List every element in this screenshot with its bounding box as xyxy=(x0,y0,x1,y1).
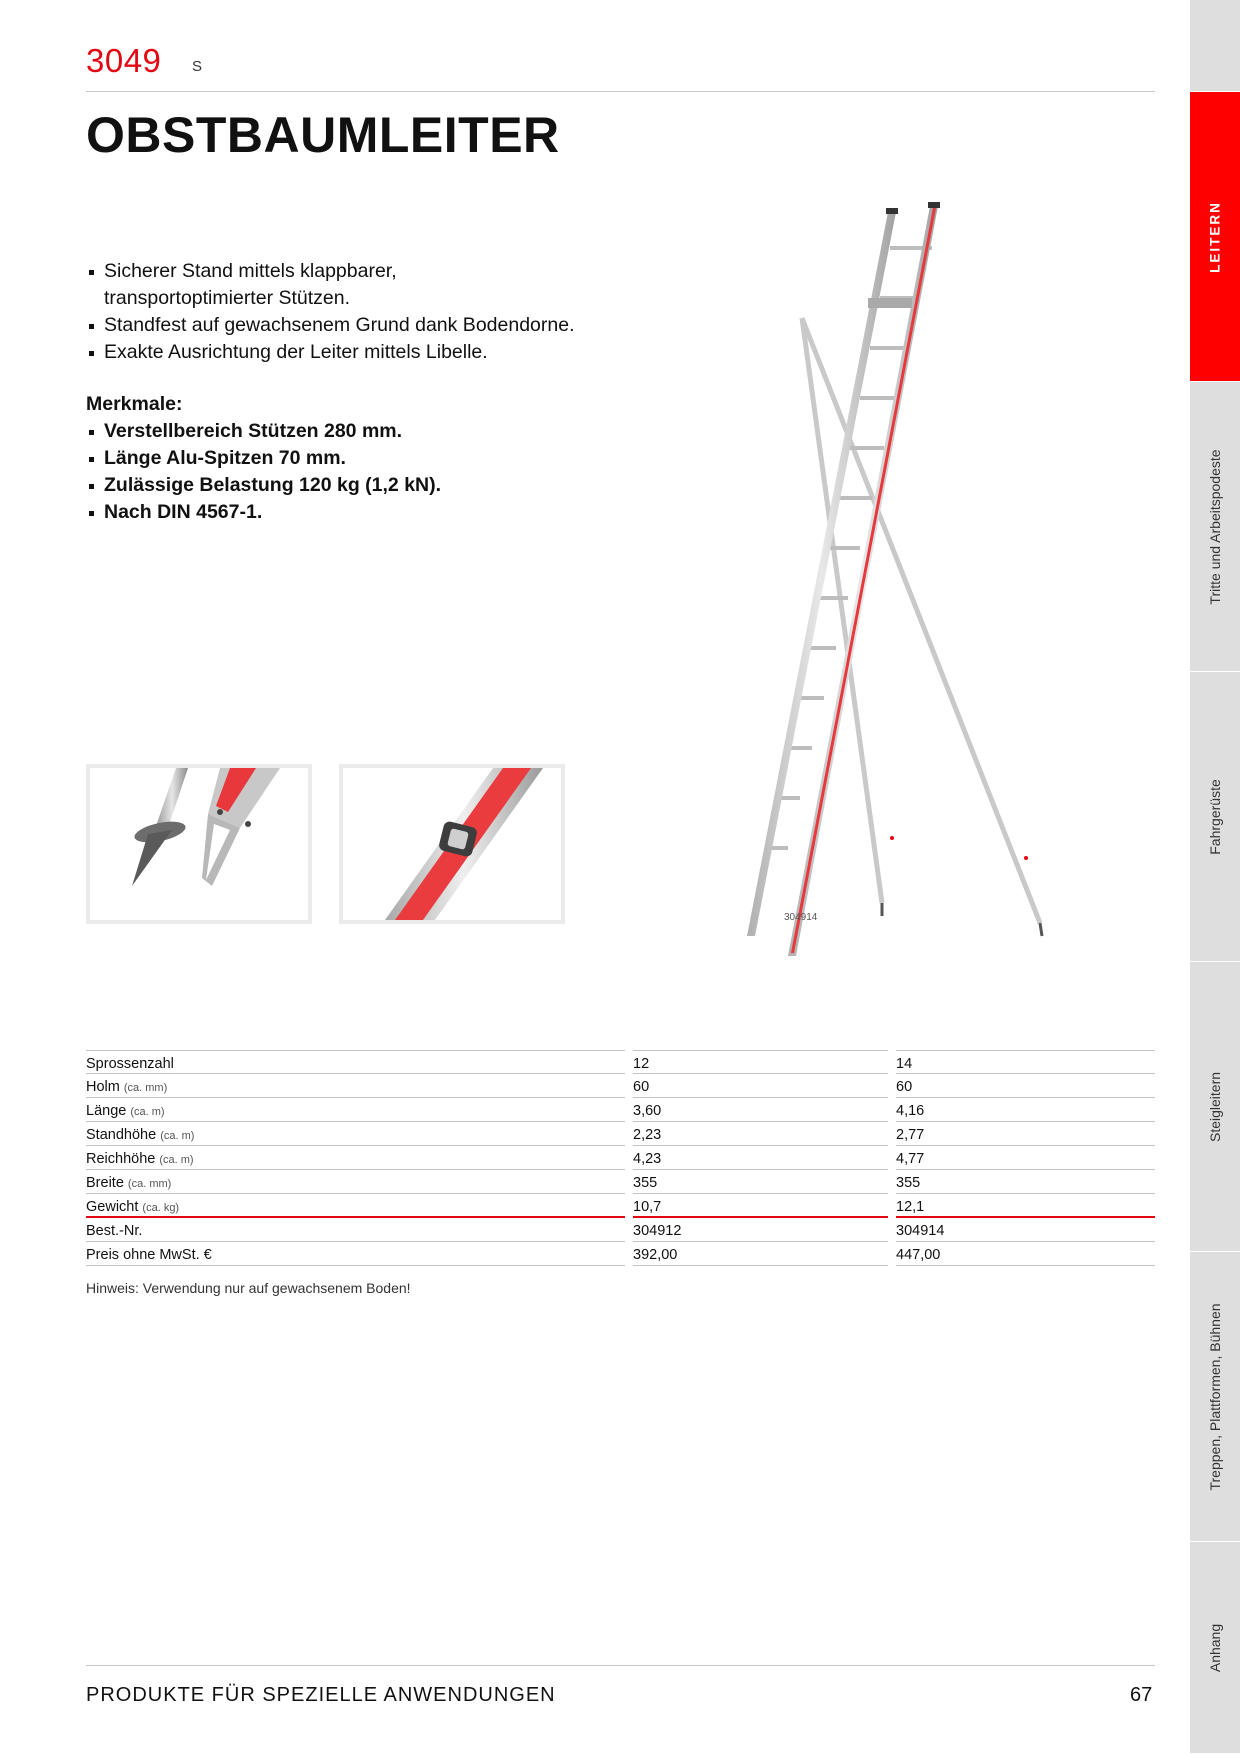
bullet-item: Sicherer Stand mittels klappbarer, transportoptimierter Stützen. xyxy=(86,258,416,312)
detail-image-ground-spike xyxy=(86,764,312,924)
page-title: OBSTBAUMLEITER xyxy=(86,107,560,163)
section-tabs xyxy=(1190,0,1240,1754)
table-row xyxy=(86,1242,1155,1266)
product-series: S xyxy=(192,58,203,75)
spec-label xyxy=(86,1074,625,1098)
spec-label xyxy=(86,1242,625,1266)
spec-value-304914: 60 xyxy=(896,1074,1155,1098)
table-row xyxy=(86,1050,1155,1074)
table-row xyxy=(86,1098,1155,1122)
page-number: 67 xyxy=(1130,1684,1153,1706)
spec-label xyxy=(86,1194,625,1218)
table-row xyxy=(86,1170,1155,1194)
spec-value-304914: 2,77 xyxy=(896,1122,1155,1146)
tab-label: Treppen, Plattformen, Bühnen xyxy=(1207,1302,1223,1491)
feature-item: Zulässige Belastung 120 kg (1,2 kN). xyxy=(86,472,646,499)
bullet-item: Standfest auf gewachsenem Grund dank Bodendorne. xyxy=(86,312,646,339)
spec-value-304914: 4,77 xyxy=(896,1146,1155,1170)
spec-label-text: Reichhöhe xyxy=(86,1151,156,1167)
tab-fahrgerueste[interactable] xyxy=(1190,672,1240,962)
tab-label: Tritte und Arbeitspodeste xyxy=(1207,448,1223,605)
header-divider xyxy=(86,91,1155,92)
tab-label: LEITERN xyxy=(1207,200,1223,273)
bullet-item: Exakte Ausrichtung der Leiter mittels Libelle. xyxy=(86,339,646,366)
spec-label-text: Holm xyxy=(86,1079,120,1095)
feature-item: Länge Alu-Spitzen 70 mm. xyxy=(86,445,646,472)
spec-value-304912: 60 xyxy=(633,1074,888,1098)
spec-unit: (ca. mm) xyxy=(127,1178,172,1190)
tab-anhang[interactable] xyxy=(1190,1542,1240,1754)
table-row xyxy=(86,1194,1155,1218)
spec-label xyxy=(86,1218,625,1242)
feature-item: Verstellbereich Stützen 280 mm. xyxy=(86,418,646,445)
spec-value-304912: 2,23 xyxy=(633,1122,888,1146)
spec-value-304912: 4,23 xyxy=(633,1146,888,1170)
features-list xyxy=(86,390,646,526)
price-304912: 392,00 xyxy=(633,1242,888,1266)
usage-note: Hinweis: Verwendung nur auf gewachsenem Boden! xyxy=(86,1280,411,1296)
spec-value-304912: 3,60 xyxy=(633,1098,888,1122)
spec-label-text: Breite xyxy=(86,1175,124,1191)
spec-unit: (ca. kg) xyxy=(142,1202,180,1214)
spec-value-304912: 10,7 xyxy=(633,1194,888,1218)
spec-label-text: Sprossenzahl xyxy=(86,1056,174,1072)
tab-label: Steigleitern xyxy=(1207,1071,1223,1142)
spec-label xyxy=(86,1170,625,1194)
spec-unit: (ca. m) xyxy=(130,1106,165,1118)
spec-unit: (ca. m) xyxy=(159,1154,194,1166)
features-heading: Merkmale: xyxy=(86,393,183,415)
footer-section-title: PRODUKTE FÜR SPEZIELLE ANWENDUNGEN xyxy=(86,1684,556,1706)
footer-divider xyxy=(86,1665,1155,1666)
spec-label-text: Preis ohne MwSt. € xyxy=(86,1247,212,1263)
spec-label xyxy=(86,1122,625,1146)
table-row xyxy=(86,1218,1155,1242)
spec-label xyxy=(86,1050,625,1074)
order-number-304912: 304912 xyxy=(633,1218,888,1242)
table-row xyxy=(86,1146,1155,1170)
spec-value-304914: 4,16 xyxy=(896,1098,1155,1122)
feature-bullets xyxy=(86,258,646,366)
tab-label: Anhang xyxy=(1207,1623,1223,1672)
tab-label: Fahrgerüste xyxy=(1207,778,1223,855)
tab-treppen-plattformen-buehnen[interactable] xyxy=(1190,1252,1240,1542)
spec-value-304914: 12,1 xyxy=(896,1194,1155,1218)
spec-table xyxy=(86,1050,1155,1266)
spec-label-text: Standhöhe xyxy=(86,1127,157,1143)
tab-tritte-und-arbeitspodeste[interactable] xyxy=(1190,382,1240,672)
spec-label-text: Best.-Nr. xyxy=(86,1223,143,1239)
product-number: 3049 xyxy=(86,42,162,79)
table-row xyxy=(86,1074,1155,1098)
order-number-304914: 304914 xyxy=(896,1218,1155,1242)
price-304914: 447,00 xyxy=(896,1242,1155,1266)
product-image-ladder xyxy=(690,198,1060,968)
spec-label xyxy=(86,1098,625,1122)
spec-value-304914: 14 xyxy=(896,1050,1155,1074)
spec-value-304912: 355 xyxy=(633,1170,888,1194)
tab-leitern[interactable] xyxy=(1190,92,1240,382)
spec-unit: (ca. mm) xyxy=(123,1082,168,1094)
spec-value-304912: 12 xyxy=(633,1050,888,1074)
spec-value-304914: 355 xyxy=(896,1170,1155,1194)
table-row xyxy=(86,1122,1155,1146)
feature-item: Nach DIN 4567-1. xyxy=(86,499,646,526)
spec-unit: (ca. m) xyxy=(160,1130,195,1142)
image-caption: 304914 xyxy=(784,912,818,923)
spec-label-text: Gewicht xyxy=(86,1199,139,1215)
tab-steigleitern[interactable] xyxy=(1190,962,1240,1252)
detail-image-spirit-level xyxy=(339,764,565,924)
spec-label-text: Länge xyxy=(86,1103,127,1119)
tab-blank-top xyxy=(1190,0,1240,92)
spec-label xyxy=(86,1146,625,1170)
